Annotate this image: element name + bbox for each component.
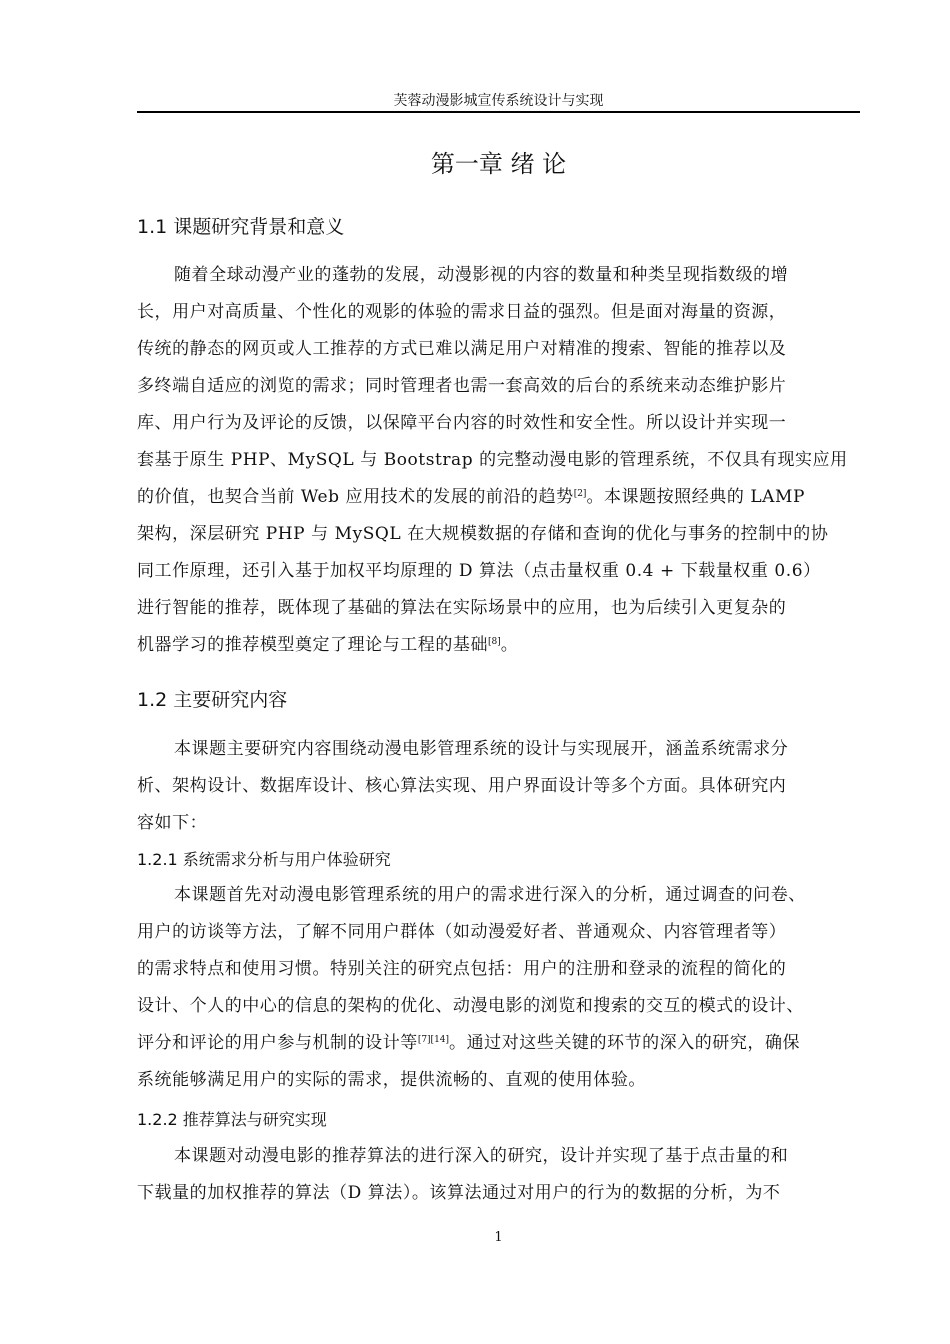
text-line: 用户的访谈等方法，了解不同用户群体（如动漫爱好者、普通观众、内容管理者等） — [137, 922, 787, 942]
running-header-title: 芙蓉动漫影城宣传系统设计与实现 — [393, 93, 604, 109]
section-heading-1-1: 1.1 课题研究背景和意义 — [137, 216, 345, 238]
subsection-heading-1-2-1: 1.2.1 系统需求分析与用户体验研究 — [137, 850, 391, 869]
text-line: 库、用户行为及评论的反馈，以保障平台内容的时效性和安全性。所以设计并实现一 — [137, 413, 787, 433]
text-run: 。通过对这些关键的环节的深入的研究，确保 — [449, 1033, 801, 1053]
text-line — [137, 627, 860, 664]
text-line: 架构，深层研究 PHP 与 MySQL 在大规模数据的存储和查询的优化与事务的控制中的协 — [137, 524, 829, 544]
text-run: 。本课题按照经典的 LAMP — [586, 487, 805, 507]
text-line — [137, 1025, 860, 1062]
text-line: 传统的静态的网页或人工推荐的方式已难以满足用户对精准的搜索、智能的推荐以及 — [137, 339, 787, 359]
text-line: 容如下： — [137, 813, 208, 833]
text-line: 设计、个人的中心的信息的架构的优化、动漫电影的浏览和搜索的交互的模式的设计、 — [137, 996, 804, 1016]
paragraph-1-2 — [137, 731, 860, 842]
text-line: 随着全球动漫产业的蓬勃的发展，动漫影视的内容的数量和种类呈现指数级的增 — [174, 265, 789, 285]
text-line: 的需求特点和使用习惯。特别关注的研究点包括：用户的注册和登录的流程的简化的 — [137, 959, 787, 979]
citation-ref: [8] — [488, 637, 501, 647]
paragraph-1-2-1 — [137, 877, 860, 1099]
text-run: 的价值，也契合当前 Web 应用技术的发展的前沿的趋势 — [137, 487, 574, 507]
citation-ref: [2] — [573, 489, 587, 499]
chapter-title: 第一章 绪 论 — [430, 150, 567, 178]
text-line: 下载量的加权推荐的算法（D 算法）。该算法通过对用户的行为的数据的分析，为不 — [137, 1183, 781, 1203]
citation-ref: [7][14] — [417, 1035, 450, 1045]
text-line — [137, 479, 860, 516]
text-line: 析、架构设计、数据库设计、核心算法实现、用户界面设计等多个方面。具体研究内 — [137, 776, 787, 796]
text-line: 系统能够满足用户的实际的需求，提供流畅的、直观的使用体验。 — [137, 1070, 646, 1090]
text-line: 进行智能的推荐，既体现了基础的算法在实际场景中的应用，也为后续引入更复杂的 — [137, 598, 787, 618]
text-run: 机器学习的推荐模型奠定了理论与工程的基础 — [137, 635, 488, 655]
text-line: 本课题主要研究内容围绕动漫电影管理系统的设计与实现展开，涵盖系统需求分 — [174, 739, 789, 759]
text-line: 多终端自适应的浏览的需求；同时管理者也需一套高效的后台的系统来动态维护影片 — [137, 376, 787, 396]
text-line: 同工作原理，还引入基于加权平均原理的 D 算法（点击量权重 0.4 + 下载量权重 0.6） — [137, 561, 821, 581]
page-number: 1 — [494, 1230, 503, 1245]
text-line: 本课题首先对动漫电影管理系统的用户的需求进行深入的分析，通过调查的问卷、 — [174, 885, 806, 905]
text-line: 长，用户对高质量、个性化的观影的体验的需求日益的强烈。但是面对海量的资源， — [137, 302, 787, 322]
header-rule — [137, 111, 860, 113]
section-heading-1-2: 1.2 主要研究内容 — [137, 689, 288, 711]
paragraph-1-2-2 — [137, 1138, 860, 1212]
paragraph-1-1 — [137, 257, 860, 664]
text-line: 本课题对动漫电影的推荐算法的进行深入的研究，设计并实现了基于点击量的和 — [174, 1146, 789, 1166]
subsection-heading-1-2-2: 1.2.2 推荐算法与研究实现 — [137, 1110, 327, 1129]
text-run: 。 — [500, 635, 519, 655]
text-line: 套基于原生 PHP、MySQL 与 Bootstrap 的完整动漫电影的管理系统，不仅具有现实应用 — [137, 450, 848, 470]
text-run: 评分和评论的用户参与机制的设计等 — [137, 1033, 418, 1053]
